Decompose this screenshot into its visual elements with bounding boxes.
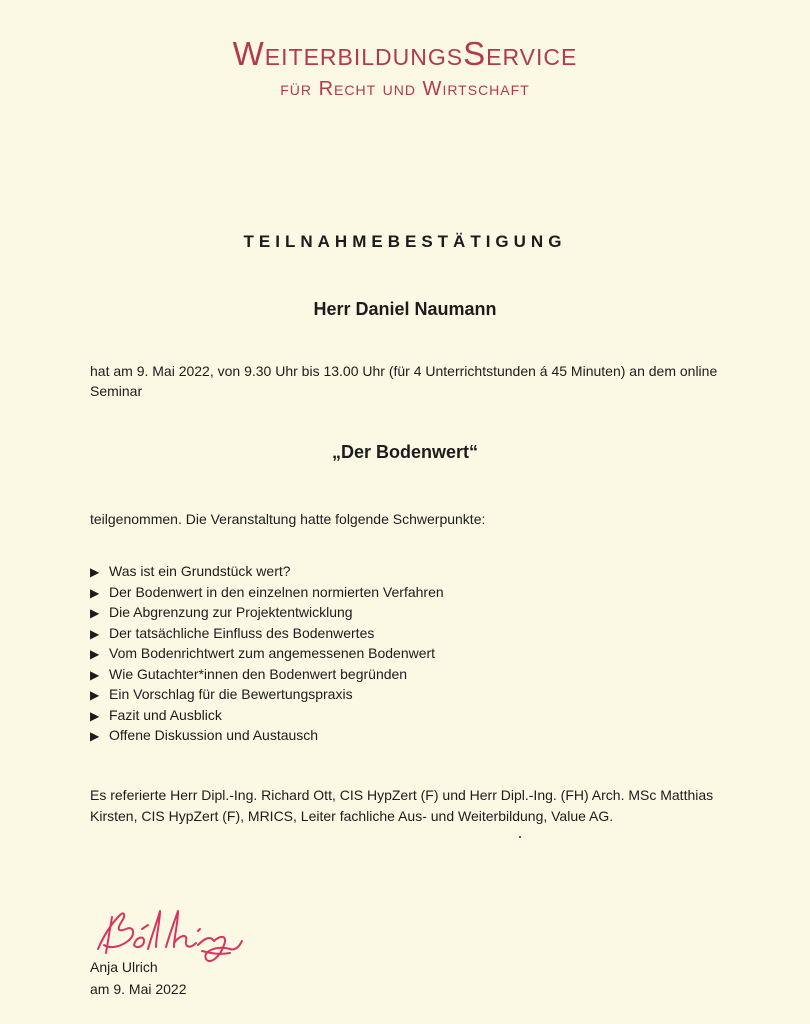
list-item <box>90 602 444 623</box>
triangle-bullet-icon: ▶ <box>90 647 100 661</box>
triangle-bullet-icon: ▶ <box>90 708 100 723</box>
list-item <box>90 705 444 726</box>
document-title: TEILNAHMEBESTÄTIGUNG <box>243 232 567 251</box>
brand-subtitle: für Recht und Wirtschaft <box>280 78 530 100</box>
topic-text: Wie Gutachter*innen den Bodenwert begründen <box>109 665 408 682</box>
list-item <box>90 561 444 582</box>
topics-intro: teilgenommen. Die Veranstaltung hatte folgende Schwerpunkte: <box>90 511 486 527</box>
signer-name: Anja Ulrich <box>90 959 158 975</box>
list-item <box>90 664 444 685</box>
brand-header <box>0 36 810 102</box>
triangle-bullet-icon: ▶ <box>90 606 100 620</box>
topic-text: Die Abgrenzung zur Projektentwicklung <box>109 604 353 620</box>
recipient-name: Herr Daniel Naumann <box>313 299 497 319</box>
signed-date: am 9. Mai 2022 <box>90 981 187 997</box>
topics-list <box>90 561 444 746</box>
triangle-bullet-icon: ▶ <box>90 565 100 579</box>
triangle-bullet-icon: ▶ <box>90 626 100 641</box>
stray-dot <box>519 836 521 838</box>
topic-text: Der tatsächliche Einfluss des Bodenwertes <box>109 624 375 641</box>
topic-text: Vom Bodenrichtwert zum angemessenen Bodenwert <box>109 645 436 661</box>
topic-text: Der Bodenwert in den einzelnen normierten Verfahren <box>109 583 444 600</box>
intro-text: hat am 9. Mai 2022, von 9.30 Uhr bis 13.00 Uhr (für 4 Unterrichtstunden á 45 Minuten) an dem online Seminar <box>90 363 718 399</box>
triangle-bullet-icon: ▶ <box>90 688 100 702</box>
brand-title: WeiterbildungsService <box>232 35 578 72</box>
list-item <box>90 643 444 664</box>
triangle-bullet-icon: ▶ <box>90 729 100 743</box>
list-item <box>90 582 444 603</box>
list-item <box>90 623 444 644</box>
topic-text: Fazit und Ausblick <box>109 706 222 723</box>
list-item <box>90 684 444 705</box>
topic-text: Ein Vorschlag für die Bewertungspraxis <box>109 686 353 702</box>
topic-text: Was ist ein Grundstück wert? <box>109 563 291 579</box>
triangle-bullet-icon: ▶ <box>90 667 100 682</box>
list-item <box>90 725 444 746</box>
speakers-text: Es referierte Herr Dipl.-Ing. Richard Ott, CIS HypZert (F) und Herr Dipl.-Ing. (FH) Arch. MSc Matthias Kirsten, CIS HypZert (F), MRICS, Leiter fachliche Aus- und Weiterbildung, Value AG. <box>90 787 714 824</box>
signer-block <box>90 956 187 1000</box>
seminar-title: „Der Bodenwert“ <box>331 442 479 462</box>
topic-text: Offene Diskussion und Austausch <box>109 727 319 743</box>
triangle-bullet-icon: ▶ <box>90 585 100 600</box>
